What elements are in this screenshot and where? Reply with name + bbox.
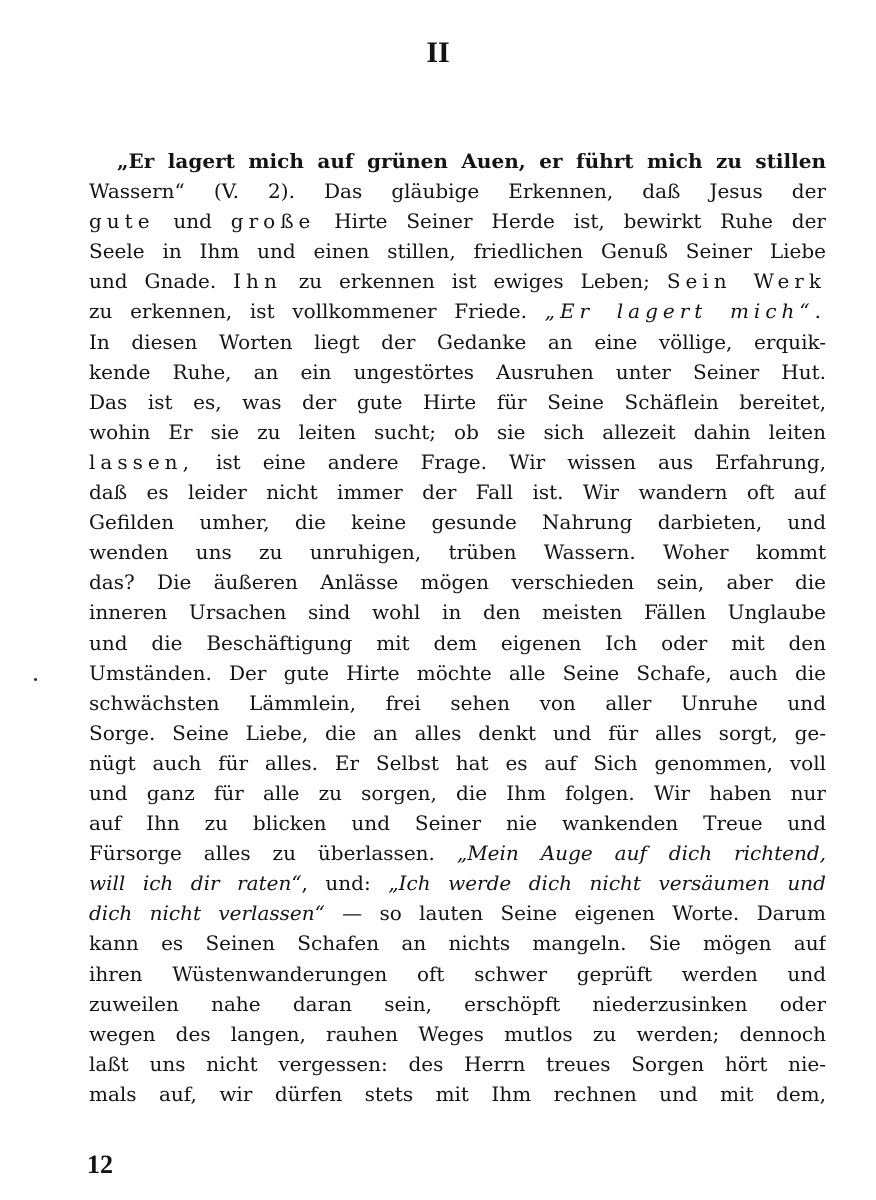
page-number: 12 xyxy=(87,1150,113,1179)
text-line: Gefilden umher, die keine gesunde Nahrung darbieten, und xyxy=(89,510,826,535)
text-line: kann es Seinen Schafen an nichts mangeln. Sie mögen auf xyxy=(89,931,826,956)
spaced-word: große xyxy=(230,209,316,234)
text-line: und Gnade. Ihn zu erkennen ist ewiges Leben; Sein Werk xyxy=(89,269,826,294)
text-line: lassen, ist eine andere Frage. Wir wissen aus Erfahrung, xyxy=(89,449,826,474)
spaced-word: gute xyxy=(89,209,155,234)
spaced-word: lassen, xyxy=(89,449,194,474)
text-line: Umständen. Der gute Hirte möchte alle Seine Schafe, auch die xyxy=(89,660,826,685)
italic-quote: „Mein Auge auf dich richtend, xyxy=(456,841,826,866)
italic-quote: „Ich werde dich nicht versäumen und xyxy=(388,871,826,896)
text-line: das? Die äußeren Anlässe mögen verschieden sein, aber die xyxy=(89,570,826,595)
spaced-word: Ihn xyxy=(233,269,282,294)
text-line: Fürsorge alles zu überlassen. „Mein Auge auf dich richtend, xyxy=(89,841,826,866)
text-line: schwächsten Lämmlein, frei sehen von aller Unruhe und xyxy=(89,690,826,715)
text-line: „Er lagert mich auf grünen Auen, er führt mich zu stillen xyxy=(117,149,826,173)
spaced-quote: „Er lagert mich“. xyxy=(544,299,826,324)
text-line: inneren Ursachen sind wohl in den meisten Fällen Unglaube xyxy=(89,600,826,625)
text-line: zu erkennen, ist vollkommener Friede. „Er lagert mich“. xyxy=(89,299,826,324)
text-line: dich nicht verlassen“ — so lauten Seine eigenen Worte. Darum xyxy=(89,901,826,926)
text-line: wegen des langen, rauhen Weges mutlos zu werden; dennoch xyxy=(89,1021,826,1046)
body-text xyxy=(89,146,826,1109)
margin-mark xyxy=(34,678,37,681)
text-line: gute und große Hirte Seiner Herde ist, bewirkt Ruhe der xyxy=(89,209,826,234)
text-line: daß es leider nicht immer der Fall ist. Wir wandern oft auf xyxy=(89,480,826,505)
text-line: laßt uns nicht vergessen: des Herrn treues Sorgen hört nie- xyxy=(89,1051,826,1076)
text-line: nügt auch für alles. Er Selbst hat es auf Sich genommen, voll xyxy=(89,750,826,775)
text-line: will ich dir raten“, und: „Ich werde dich nicht versäumen und xyxy=(89,871,826,896)
text-line: Das ist es, was der gute Hirte für Seine Schäflein bereitet, xyxy=(89,389,826,414)
spaced-word: Sein Werk xyxy=(666,269,826,294)
text-line: Wassern“ (V. 2). Das gläubige Erkennen, daß Jesus der xyxy=(89,179,826,204)
text-line: wenden uns zu unruhigen, trüben Wassern. Woher kommt xyxy=(89,540,826,565)
text-line: In diesen Worten liegt der Gedanke an eine völlige, erquik- xyxy=(89,329,826,354)
text-line: auf Ihn zu blicken und Seiner nie wankenden Treue und xyxy=(89,811,826,836)
text-line: Seele in Ihm und einen stillen, friedlichen Genuß Seiner Liebe xyxy=(89,239,826,264)
text-line: ihren Wüstenwanderungen oft schwer geprüft werden und xyxy=(89,961,826,986)
text-line: zuweilen nahe daran sein, erschöpft niederzusinken oder xyxy=(89,991,826,1016)
italic-quote: dich nicht verlassen“ xyxy=(89,901,325,926)
text-line: wohin Er sie zu leiten sucht; ob sie sich allezeit dahin leiten xyxy=(89,419,826,444)
text-line: und ganz für alle zu sorgen, die Ihm folgen. Wir haben nur xyxy=(89,780,826,805)
text-line: Sorge. Seine Liebe, die an alles denkt und für alles sorgt, ge- xyxy=(89,720,826,745)
text-line: kende Ruhe, an ein ungestörtes Ausruhen unter Seiner Hut. xyxy=(89,359,826,384)
text-line: und die Beschäftigung mit dem eigenen Ich oder mit den xyxy=(89,630,826,655)
italic-quote: will ich dir raten“ xyxy=(89,871,302,896)
text-line: mals auf, wir dürfen stets mit Ihm rechnen und mit dem, xyxy=(89,1081,826,1106)
chapter-heading: II xyxy=(426,36,450,69)
